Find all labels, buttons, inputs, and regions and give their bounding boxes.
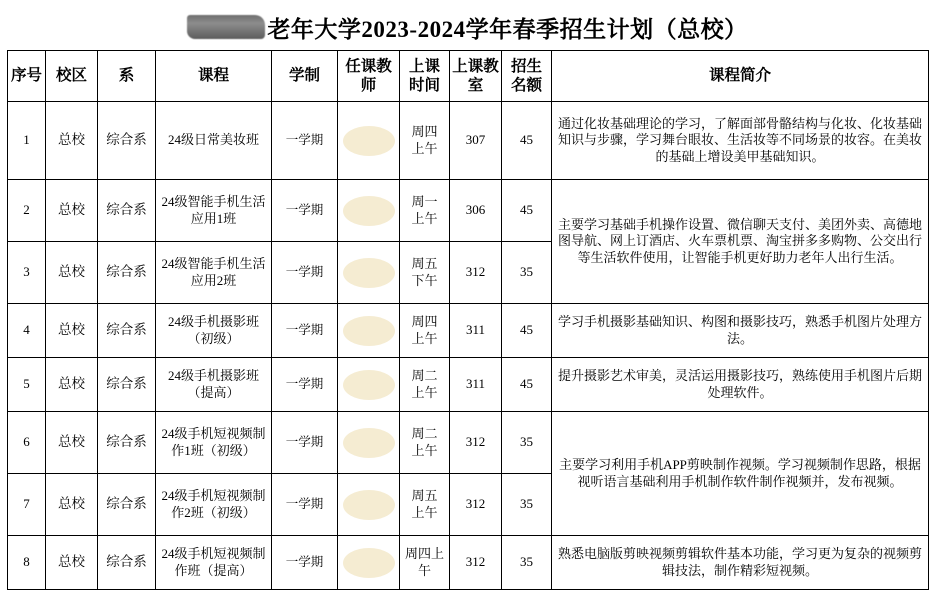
table-row [8,102,929,180]
column-header-system: 学制 [272,51,338,102]
cell-course-intro: 学习手机摄影基础知识、构图和摄影技巧，熟悉手机图片处理方法。 [552,304,929,358]
cell-course-intro: 通过化妆基础理论的学习，了解面部骨骼结构与化妆、化妆基础知识与步骤，学习舞台眼妆、生活妆等不同场景的妆容。在美妆的基础上增设美甲基础知识。 [552,102,929,180]
table-row [8,536,929,590]
table-row [8,412,929,474]
cell-quota: 35 [502,412,552,474]
cell-course-name: 24级智能手机生活应用1班 [156,180,272,242]
teacher-name-redaction [343,196,395,226]
cell-teacher [338,180,400,242]
table-header-row [8,51,929,102]
cell-school-system: 一学期 [272,102,338,180]
cell-school-system: 一学期 [272,412,338,474]
cell-teacher [338,102,400,180]
cell-course-name: 24级手机短视频制作2班（初级） [156,474,272,536]
cell-course-name: 24级手机摄影班（提高） [156,358,272,412]
column-header-quota: 招生名额 [502,51,552,102]
cell-campus: 总校 [46,474,98,536]
cell-teacher [338,412,400,474]
cell-index: 3 [8,242,46,304]
cell-classroom: 306 [450,180,502,242]
cell-department: 综合系 [98,304,156,358]
cell-course-name: 24级智能手机生活应用2班 [156,242,272,304]
teacher-name-redaction [343,490,395,520]
teacher-name-redaction [343,126,395,156]
cell-classroom: 312 [450,412,502,474]
cell-index: 2 [8,180,46,242]
page-title: 老年大学2023-2024学年春季招生计划（总校） [267,16,748,42]
cell-teacher [338,474,400,536]
cell-campus: 总校 [46,242,98,304]
teacher-name-redaction [343,316,395,346]
cell-school-system: 一学期 [272,180,338,242]
table-row [8,180,929,242]
cell-campus: 总校 [46,304,98,358]
cell-index: 8 [8,536,46,590]
cell-teacher [338,358,400,412]
cell-department: 综合系 [98,536,156,590]
cell-course-intro: 主要学习利用手机APP剪映制作视频。学习视频制作思路，根据视听语言基础利用手机制作软件制作视频并，发布视频。 [552,412,929,536]
cell-quota: 35 [502,474,552,536]
column-header-teacher: 任课教师 [338,51,400,102]
cell-quota: 35 [502,536,552,590]
column-header-classroom: 上课教室 [450,51,502,102]
cell-teacher [338,536,400,590]
cell-class-time: 周二 上午 [400,358,450,412]
cell-department: 综合系 [98,180,156,242]
column-header-course-intro: 课程简介 [552,51,929,102]
cell-index: 6 [8,412,46,474]
enrollment-plan-table [7,50,929,590]
cell-quota: 45 [502,102,552,180]
cell-course-intro: 熟悉电脑版剪映视频剪辑软件基本功能，学习更为复杂的视频剪辑技法，制作精彩短视频。 [552,536,929,590]
cell-teacher [338,242,400,304]
document-title-bar [0,0,935,50]
cell-class-time: 周一 上午 [400,180,450,242]
cell-school-system: 一学期 [272,474,338,536]
cell-school-system: 一学期 [272,536,338,590]
cell-school-system: 一学期 [272,358,338,412]
cell-quota: 35 [502,242,552,304]
table-body [8,102,929,590]
teacher-name-redaction [343,370,395,400]
column-header-course: 课程 [156,51,272,102]
cell-department: 综合系 [98,474,156,536]
cell-class-time: 周二 上午 [400,412,450,474]
cell-campus: 总校 [46,358,98,412]
redacted-logo-mark [187,15,265,39]
cell-school-system: 一学期 [272,242,338,304]
cell-class-time: 周四 上午 [400,102,450,180]
cell-class-time: 周五 上午 [400,474,450,536]
cell-index: 1 [8,102,46,180]
teacher-name-redaction [343,258,395,288]
cell-index: 5 [8,358,46,412]
cell-quota: 45 [502,304,552,358]
teacher-name-redaction [343,548,395,578]
cell-course-name: 24级手机短视频制作班（提高） [156,536,272,590]
column-header-class-time: 上课时间 [400,51,450,102]
column-header-campus: 校区 [46,51,98,102]
column-header-department: 系 [98,51,156,102]
cell-department: 综合系 [98,358,156,412]
cell-course-name: 24级手机短视频制作1班（初级） [156,412,272,474]
cell-course-name: 24级手机摄影班（初级） [156,304,272,358]
cell-classroom: 311 [450,358,502,412]
table-row [8,358,929,412]
cell-campus: 总校 [46,536,98,590]
cell-department: 综合系 [98,242,156,304]
cell-class-time: 周五 下午 [400,242,450,304]
cell-class-time: 周四上午 [400,536,450,590]
cell-campus: 总校 [46,102,98,180]
cell-class-time: 周四 上午 [400,304,450,358]
cell-campus: 总校 [46,180,98,242]
column-header-index: 序号 [8,51,46,102]
cell-classroom: 312 [450,242,502,304]
cell-quota: 45 [502,180,552,242]
cell-classroom: 307 [450,102,502,180]
cell-course-intro: 主要学习基础手机操作设置、微信聊天支付、美团外卖、高德地图导航、网上订酒店、火车票机票、淘宝拼多多购物、公交出行等生活软件使用，让智能手机更好助力老年人出行生活。 [552,180,929,304]
table-row [8,304,929,358]
cell-index: 4 [8,304,46,358]
cell-quota: 45 [502,358,552,412]
cell-course-intro: 提升摄影艺术审美，灵活运用摄影技巧，熟练使用手机图片后期处理软件。 [552,358,929,412]
cell-index: 7 [8,474,46,536]
cell-classroom: 312 [450,474,502,536]
cell-department: 综合系 [98,102,156,180]
cell-teacher [338,304,400,358]
cell-classroom: 311 [450,304,502,358]
teacher-name-redaction [343,428,395,458]
cell-classroom: 312 [450,536,502,590]
cell-campus: 总校 [46,412,98,474]
cell-department: 综合系 [98,412,156,474]
cell-course-name: 24级日常美妆班 [156,102,272,180]
cell-school-system: 一学期 [272,304,338,358]
